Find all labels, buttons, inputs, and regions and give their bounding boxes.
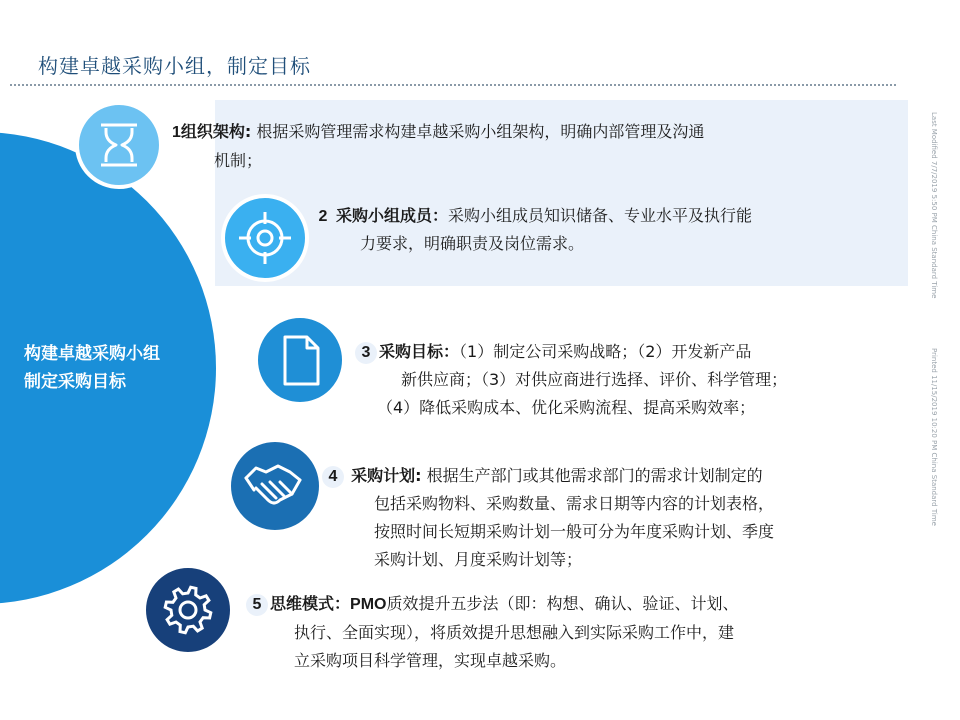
item-text: 立采购项目科学管理，实现卓越采购。 bbox=[294, 651, 567, 670]
page-title: 构建卓越采购小组，制定目标 bbox=[38, 54, 311, 78]
item-1 bbox=[172, 118, 704, 175]
item-heading: 思维模式 bbox=[270, 594, 335, 613]
item-number: 4 bbox=[322, 466, 344, 488]
item-4 bbox=[322, 462, 774, 574]
item-text: （4）降低采购成本、优化采购流程、提高采购效率； bbox=[377, 398, 756, 417]
item-text: 执行、全面实现），将质效提升思想融入到实际采购工作中，建 bbox=[294, 623, 735, 642]
item-separator: ： bbox=[432, 206, 449, 225]
item-separator: ： bbox=[443, 342, 460, 361]
item-text: 包括采购物料、采购数量、需求日期等内容的计划表格， bbox=[374, 494, 775, 513]
item-lead: PMO bbox=[350, 596, 387, 613]
item-number: 2 bbox=[312, 206, 334, 228]
item-number: 1 bbox=[172, 124, 181, 141]
side-note-modified: Last Modified 7/7/2019 5:50 PM China Standard Time bbox=[930, 112, 938, 299]
item-text: 根据采购管理需求构建卓越采购小组架构，明确内部管理及沟通 bbox=[256, 122, 705, 141]
item-number: 3 bbox=[355, 342, 377, 364]
item-number: 5 bbox=[246, 594, 268, 616]
item-text: 新供应商；（3）对供应商进行选择、评价、科学管理； bbox=[401, 370, 788, 389]
item-text: 按照时间长短期采购计划一般可分为年度采购计划、季度 bbox=[374, 522, 775, 541]
item-text: 采购计划、月度采购计划等； bbox=[374, 550, 583, 569]
item-text: 机制； bbox=[214, 151, 263, 170]
target-icon bbox=[223, 196, 307, 280]
item-separator: : bbox=[244, 122, 252, 141]
gear-icon bbox=[144, 566, 232, 654]
item-separator: ： bbox=[334, 594, 351, 613]
item-heading: 采购小组成员 bbox=[336, 206, 433, 225]
side-note-printed: Printed 11/15/2019 10:20 PM China Standard Time bbox=[930, 348, 938, 526]
document-icon bbox=[256, 316, 344, 404]
item-text: 质效提升五步法（即：构想、确认、验证、计划、 bbox=[386, 594, 739, 613]
item-heading: 采购计划 bbox=[351, 466, 416, 485]
item-text: 根据生产部门或其他需求部门的需求计划制定的 bbox=[426, 466, 763, 485]
center-label-line1: 构建卓越采购小组 bbox=[24, 344, 160, 364]
item-text: 采购小组成员知识储备、专业水平及执行能 bbox=[448, 206, 753, 225]
item-3 bbox=[355, 338, 787, 422]
item-2 bbox=[312, 202, 752, 258]
item-separator: : bbox=[415, 466, 422, 485]
item-text: 力要求，明确职责及岗位需求。 bbox=[360, 234, 585, 253]
handshake-icon bbox=[229, 440, 321, 532]
hourglass-icon bbox=[77, 103, 161, 187]
item-heading: 采购目标 bbox=[379, 342, 444, 361]
item-heading: 组织架构 bbox=[180, 122, 245, 141]
center-label bbox=[24, 340, 160, 396]
item-text: （1）制定公司采购战略；（2）开发新产品 bbox=[459, 342, 752, 361]
item-5 bbox=[246, 590, 739, 675]
center-label-line2: 制定采购目标 bbox=[24, 372, 126, 392]
